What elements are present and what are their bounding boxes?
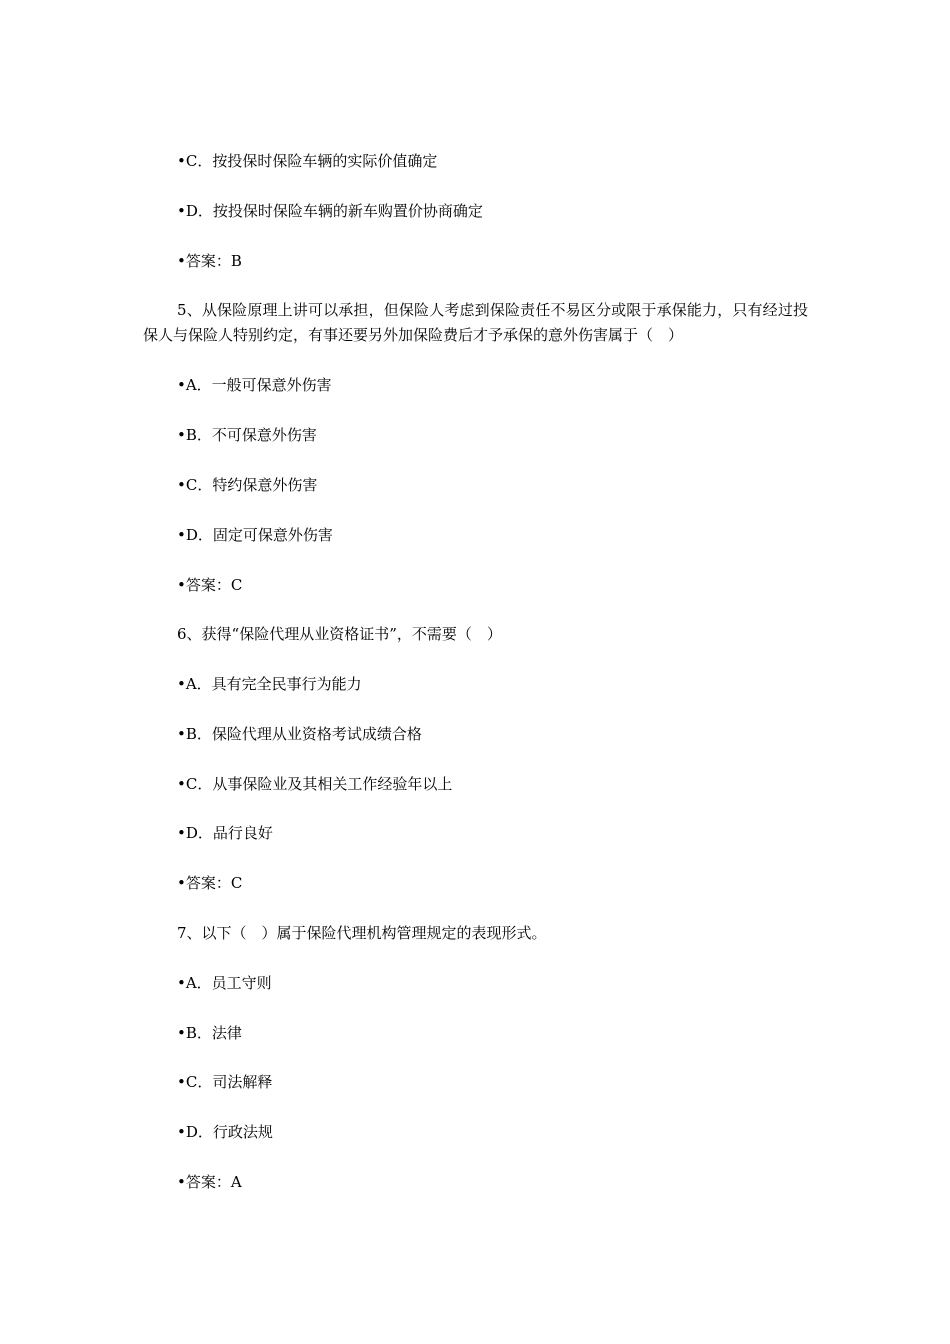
q6-option-d: •D．品行良好 (177, 824, 273, 842)
q5-question: 5、从保险原理上讲可以承担，但保险人考虑到保险责任不易区分或限于承保能力，只有经过投保人与保险人特别约定，有事还要另外加保险费后才予承保的意外伤害属于（ ） (143, 301, 808, 344)
q6-option-c: •C．从事保险业及其相关工作经验年以上 (177, 775, 453, 793)
q7-answer: •答案：A (177, 1173, 242, 1191)
q6-answer: •答案：C (177, 874, 243, 892)
q5-option-c: •C．特约保意外伤害 (177, 476, 318, 494)
q7-option-c: •C．司法解释 (177, 1073, 273, 1091)
q7-option-d: •D．行政法规 (177, 1123, 273, 1141)
q7-option-a: •A．员工守则 (177, 974, 272, 992)
q4-answer: •答案：B (177, 252, 242, 270)
q5-answer: •答案：C (177, 576, 243, 594)
q6-option-a: •A．具有完全民事行为能力 (177, 675, 362, 693)
q5-option-b: •B．不可保意外伤害 (177, 426, 317, 444)
q4-option-d: •D．按投保时保险车辆的新车购置价协商确定 (177, 202, 483, 220)
q6-question: 6、获得“保险代理从业资格证书”，不需要（ ） (177, 625, 502, 643)
q7-option-b: •B．法律 (177, 1024, 242, 1042)
q6-option-b: •B．保险代理从业资格考试成绩合格 (177, 725, 422, 743)
q4-option-c: •C．按投保时保险车辆的实际价值确定 (177, 152, 438, 170)
q5-option-d: •D．固定可保意外伤害 (177, 526, 333, 544)
q7-question: 7、以下（ ）属于保险代理机构管理规定的表现形式。 (177, 924, 547, 942)
q5-option-a: •A．一般可保意外伤害 (177, 376, 332, 394)
